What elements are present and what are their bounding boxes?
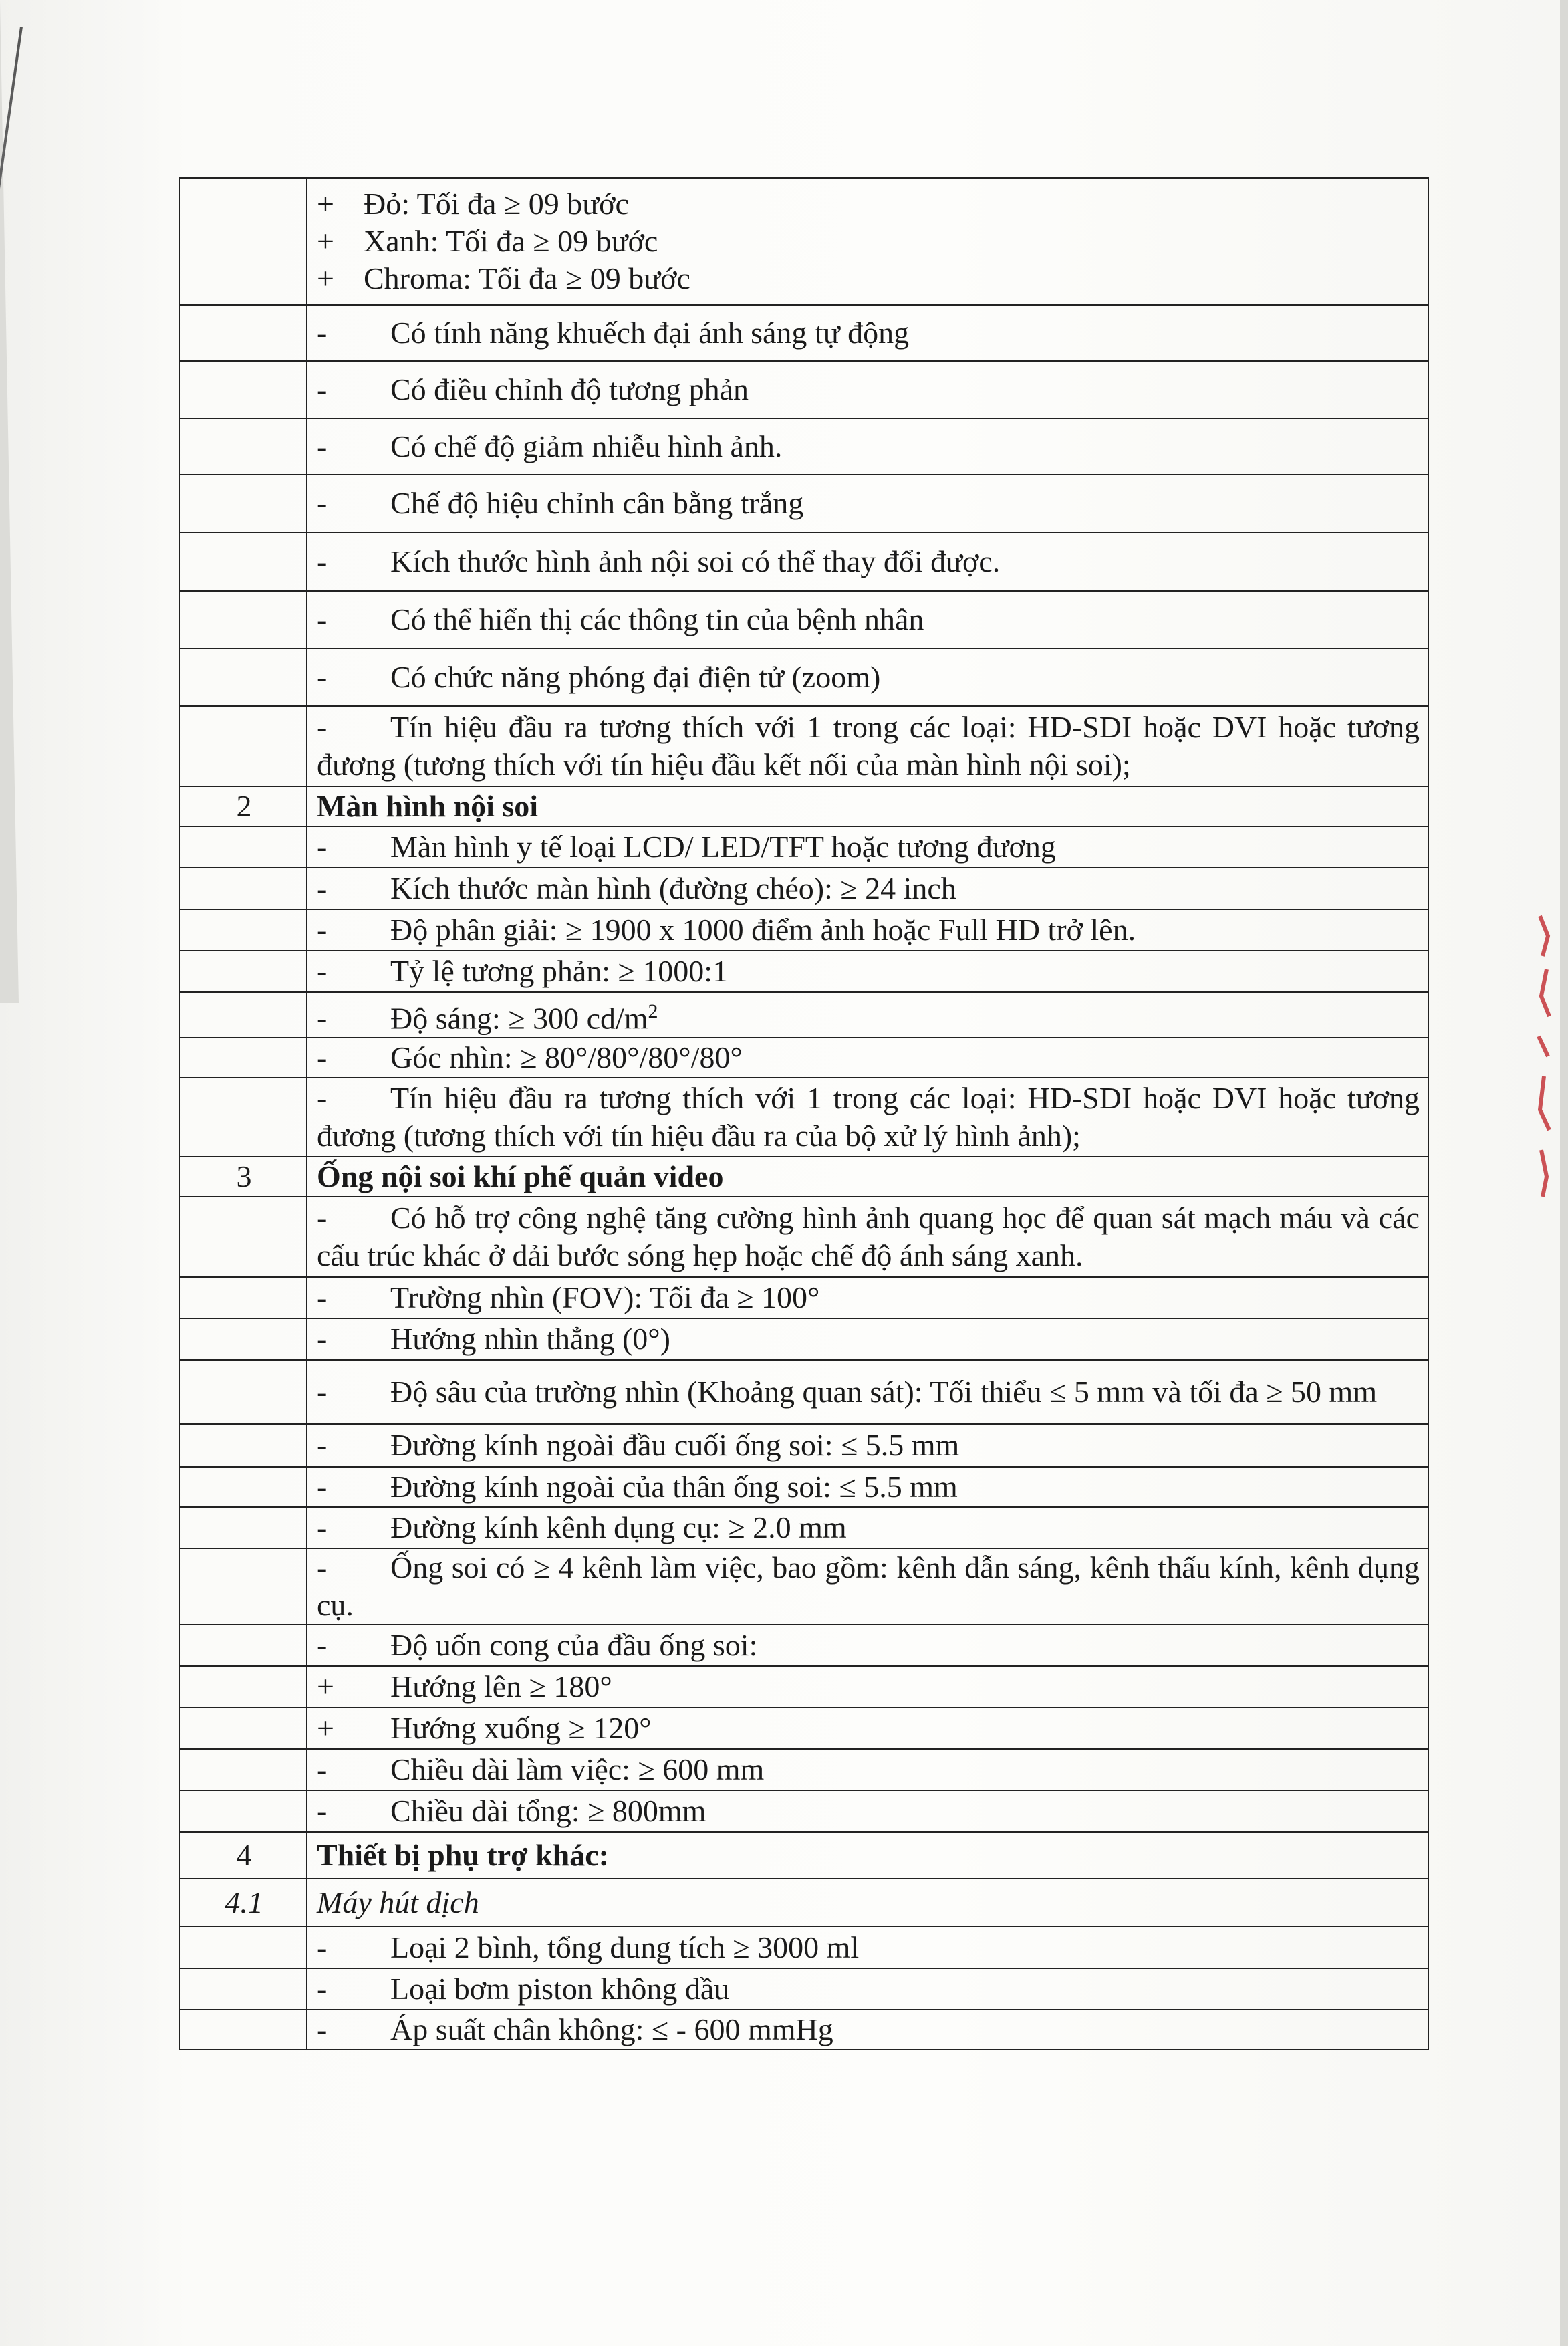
table-row — [180, 992, 1428, 1038]
spec-line — [317, 260, 1420, 298]
row-number-cell — [180, 951, 307, 992]
section-heading: Thiết bị phụ trợ khác: — [317, 1838, 609, 1873]
row-number-cell — [180, 1749, 307, 1790]
row-number-cell — [180, 826, 307, 868]
list-marker: - — [317, 316, 328, 350]
spec-text: Tín hiệu đầu ra tương thích với 1 trong các loại: HD-SDI hoặc DVI hoặc tương đương (tương thích với tín hiệu đầu ra của bộ xử lý hình ảnh); — [317, 1081, 1420, 1153]
spec-text: Có tính năng khuếch đại ánh sáng tự động — [390, 316, 910, 350]
row-number-cell — [180, 1277, 307, 1318]
row-content-cell — [307, 1038, 1428, 1078]
row-content-cell — [307, 826, 1428, 868]
row-number-cell — [180, 1968, 307, 2010]
row-number-cell — [180, 1927, 307, 1968]
table-row — [180, 909, 1428, 951]
table-row — [180, 786, 1428, 826]
row-number-cell: 3 — [180, 1157, 307, 1197]
spec-text: Kích thước hình ảnh nội soi có thể thay đổi được. — [390, 544, 1001, 578]
table-row — [180, 1832, 1428, 1879]
row-content-cell — [307, 868, 1428, 909]
row-content-cell — [307, 706, 1428, 786]
table-row — [180, 649, 1428, 706]
spec-text: Đường kính ngoài của thân ống soi: ≤ 5.5 mm — [390, 1470, 958, 1504]
row-number-cell — [180, 909, 307, 951]
spec-line — [317, 223, 1420, 260]
table-row — [180, 1666, 1428, 1708]
list-marker: - — [317, 913, 328, 947]
table-row — [180, 826, 1428, 868]
spec-text: Đỏ: Tối đa ≥ 09 bước — [364, 187, 629, 221]
section-heading: Ống nội soi khí phế quản video — [317, 1159, 724, 1194]
spec-text: Có hỗ trợ công nghệ tăng cường hình ảnh quang học để quan sát mạch máu và các cấu trúc khác ở dải bước sóng hẹp hoặc chế độ ánh sáng xanh. — [317, 1201, 1420, 1273]
row-content-cell — [307, 1078, 1428, 1157]
table-row — [180, 475, 1428, 532]
specification-table — [179, 177, 1429, 2050]
spec-text: Chroma: Tối đa ≥ 09 bước — [364, 261, 690, 296]
row-content-cell — [307, 361, 1428, 419]
row-number-cell — [180, 1424, 307, 1467]
table-row — [180, 1157, 1428, 1197]
row-number-cell — [180, 1548, 307, 1625]
table-row — [180, 1277, 1428, 1318]
list-marker: - — [317, 1040, 328, 1075]
row-number-cell — [180, 649, 307, 706]
list-marker: - — [317, 1752, 328, 1787]
table-row — [180, 1424, 1428, 1467]
table-row — [180, 1927, 1428, 1968]
spec-text: Ống soi có ≥ 4 kênh làm việc, bao gồm: kênh dẫn sáng, kênh thấu kính, kênh dụng cụ. — [317, 1550, 1420, 1623]
list-marker: - — [317, 830, 328, 864]
list-marker: - — [317, 602, 328, 636]
table-row — [180, 1197, 1428, 1277]
red-stamp-fragment — [1535, 909, 1557, 1203]
table-row — [180, 706, 1428, 786]
spec-text: Màn hình y tế loại LCD/ LED/TFT hoặc tương đương — [390, 830, 1056, 864]
list-marker: + — [317, 1711, 334, 1746]
spec-text: Hướng xuống ≥ 120° — [390, 1711, 652, 1746]
list-marker: - — [317, 954, 328, 988]
spec-text: Có chức năng phóng đại điện tử (zoom) — [390, 660, 881, 694]
list-marker: - — [317, 429, 328, 463]
spec-text: Chế độ hiệu chỉnh cân bằng trắng — [390, 486, 804, 520]
spec-text: Tỷ lệ tương phản: ≥ 1000:1 — [390, 954, 729, 988]
table-row — [180, 419, 1428, 475]
table-row — [180, 1790, 1428, 1832]
spec-text: Loại 2 bình, tổng dung tích ≥ 3000 ml — [390, 1930, 860, 1965]
spec-text: Hướng nhìn thẳng (0°) — [390, 1322, 670, 1357]
spec-text: Có chế độ giảm nhiễu hình ảnh. — [390, 429, 783, 463]
page-edge — [1560, 0, 1568, 2346]
row-number-cell — [180, 868, 307, 909]
list-marker: - — [317, 544, 328, 578]
table-row — [180, 1749, 1428, 1790]
table-row — [180, 951, 1428, 992]
list-marker: - — [317, 1972, 328, 2006]
row-number-cell — [180, 532, 307, 591]
row-content-cell — [307, 1424, 1428, 1467]
row-content-cell — [307, 909, 1428, 951]
row-number-cell — [180, 1625, 307, 1666]
spec-text: Độ phân giải: ≥ 1900 x 1000 điểm ảnh hoặc Full HD trở lên. — [390, 913, 1136, 947]
row-content-cell — [307, 305, 1428, 361]
row-content-cell — [307, 1467, 1428, 1507]
list-marker: + — [317, 1669, 334, 1704]
row-content-cell — [307, 591, 1428, 649]
spec-text: Độ uốn cong của đầu ống soi: — [390, 1628, 758, 1663]
list-marker: - — [317, 2012, 328, 2047]
spec-text: Loại bơm piston không dầu — [390, 1972, 730, 2006]
table-row — [180, 1318, 1428, 1360]
list-marker: - — [317, 1930, 328, 1965]
row-number-cell — [180, 475, 307, 532]
list-marker: - — [317, 1001, 328, 1036]
list-marker: - — [317, 1794, 328, 1829]
table-row — [180, 1038, 1428, 1078]
row-number-cell — [180, 305, 307, 361]
row-number-cell — [180, 178, 307, 305]
row-number-cell: 2 — [180, 786, 307, 826]
row-content-cell — [307, 532, 1428, 591]
row-content-cell — [307, 1548, 1428, 1625]
row-content-cell — [307, 1879, 1428, 1927]
row-content-cell — [307, 1507, 1428, 1548]
list-marker: - — [317, 1470, 328, 1504]
superscript: 2 — [648, 1000, 658, 1022]
specification-table-body — [180, 178, 1428, 2050]
table-row — [180, 1625, 1428, 1666]
row-number-cell — [180, 591, 307, 649]
row-content-cell — [307, 1277, 1428, 1318]
list-marker: - — [317, 1322, 328, 1357]
list-marker: + — [317, 261, 334, 296]
spec-text: Có thể hiển thị các thông tin của bệnh nhân — [390, 602, 924, 636]
spec-text: Chiều dài tổng: ≥ 800mm — [390, 1794, 706, 1829]
row-content-cell — [307, 1625, 1428, 1666]
spec-text: Áp suất chân không: ≤ - 600 mmHg — [390, 2012, 833, 2047]
list-marker: - — [317, 1201, 328, 1236]
spec-text: Hướng lên ≥ 180° — [390, 1669, 612, 1704]
table-row — [180, 1467, 1428, 1507]
table-row — [180, 305, 1428, 361]
list-marker: - — [317, 871, 328, 905]
row-number-cell — [180, 1507, 307, 1548]
list-marker: - — [317, 1428, 328, 1463]
subsection-heading: Máy hút dịch — [317, 1885, 479, 1920]
row-content-cell — [307, 649, 1428, 706]
list-marker: + — [317, 224, 334, 258]
row-content-cell — [307, 178, 1428, 305]
row-content-cell — [307, 1832, 1428, 1879]
list-marker: - — [317, 660, 328, 694]
row-number-cell — [180, 361, 307, 419]
table-row — [180, 1360, 1428, 1424]
spec-text: Có điều chỉnh độ tương phản — [390, 372, 749, 406]
row-content-cell — [307, 1666, 1428, 1708]
row-number-cell — [180, 1038, 307, 1078]
spec-line — [317, 185, 1420, 223]
row-content-cell — [307, 1968, 1428, 2010]
spec-text: Trường nhìn (FOV): Tối đa ≥ 100° — [390, 1280, 820, 1315]
row-number-cell — [180, 1467, 307, 1507]
row-content-cell — [307, 786, 1428, 826]
row-number-cell — [180, 1078, 307, 1157]
row-number-cell — [180, 1666, 307, 1708]
row-content-cell — [307, 2010, 1428, 2050]
row-content-cell — [307, 1790, 1428, 1832]
list-marker: - — [317, 1510, 328, 1545]
list-marker: - — [317, 1280, 328, 1315]
row-content-cell — [307, 1927, 1428, 1968]
row-content-cell — [307, 1318, 1428, 1360]
spec-text: Chiều dài làm việc: ≥ 600 mm — [390, 1752, 765, 1787]
spec-text: Tín hiệu đầu ra tương thích với 1 trong các loại: HD-SDI hoặc DVI hoặc tương đương (tương thích với tín hiệu đầu kết nối của màn hình nội soi); — [317, 710, 1420, 782]
table-row — [180, 868, 1428, 909]
list-marker: - — [317, 1628, 328, 1663]
row-content-cell — [307, 951, 1428, 992]
row-content-cell — [307, 1749, 1428, 1790]
table-row — [180, 1507, 1428, 1548]
row-number-cell — [180, 419, 307, 475]
row-number-cell — [180, 2010, 307, 2050]
list-marker: - — [317, 486, 328, 520]
list-marker: - — [317, 372, 328, 406]
row-content-cell — [307, 419, 1428, 475]
table-row — [180, 361, 1428, 419]
row-content-cell — [307, 475, 1428, 532]
list-marker: - — [317, 710, 328, 744]
row-content-cell — [307, 1197, 1428, 1277]
table-row — [180, 1078, 1428, 1157]
list-marker: - — [317, 1550, 328, 1585]
row-number-cell — [180, 992, 307, 1038]
spec-text: Kích thước màn hình (đường chéo): ≥ 24 inch — [390, 871, 956, 905]
row-number-cell: 4 — [180, 1832, 307, 1879]
row-number-cell — [180, 706, 307, 786]
list-marker: - — [317, 1081, 328, 1116]
table-row — [180, 591, 1428, 649]
spec-text: Đường kính kênh dụng cụ: ≥ 2.0 mm — [390, 1510, 847, 1545]
list-marker: + — [317, 187, 334, 221]
table-row — [180, 2010, 1428, 2050]
table-row — [180, 1879, 1428, 1927]
table-row — [180, 532, 1428, 591]
section-heading: Màn hình nội soi — [317, 789, 539, 823]
row-number-cell — [180, 1790, 307, 1832]
row-content-cell — [307, 1708, 1428, 1749]
spec-text: Độ sâu của trường nhìn (Khoảng quan sát): Tối thiểu ≤ 5 mm và tối đa ≥ 50 mm — [390, 1375, 1378, 1409]
spec-text: Xanh: Tối đa ≥ 09 bước — [364, 224, 658, 258]
row-content-cell — [307, 1360, 1428, 1424]
table-row — [180, 1968, 1428, 2010]
row-number-cell — [180, 1318, 307, 1360]
spec-text: Độ sáng: ≥ 300 cd/m — [390, 1001, 648, 1036]
row-number-cell: 4.1 — [180, 1879, 307, 1927]
row-number-cell — [180, 1360, 307, 1424]
row-content-cell — [307, 1157, 1428, 1197]
table-row — [180, 1708, 1428, 1749]
row-content-cell — [307, 992, 1428, 1038]
row-number-cell — [180, 1708, 307, 1749]
table-row — [180, 1548, 1428, 1625]
spec-text: Đường kính ngoài đầu cuối ống soi: ≤ 5.5 mm — [390, 1428, 960, 1463]
spec-text: Góc nhìn: ≥ 80°/80°/80°/80° — [390, 1040, 743, 1075]
table-row — [180, 178, 1428, 305]
list-marker: - — [317, 1375, 328, 1409]
row-number-cell — [180, 1197, 307, 1277]
